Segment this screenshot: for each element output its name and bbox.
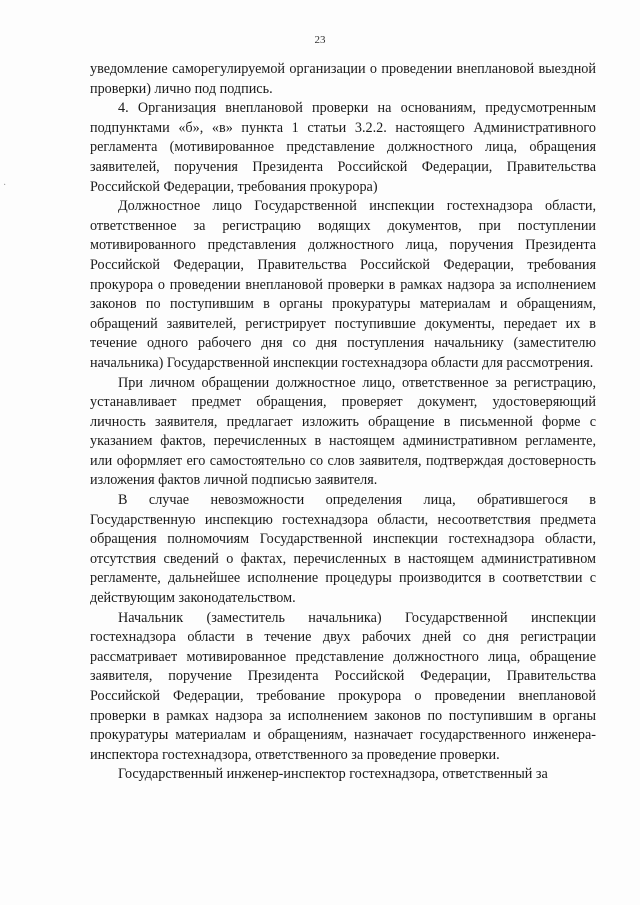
- document-body: [90, 60, 596, 785]
- page-number: 23: [314, 34, 326, 46]
- paragraph-impossibility: В случае невозможности определения лица, обратившегося в Государственную инспекцию гостехнадзора области, несоответствия предмета обращения полномочиям Государственной инспекции гостехнадзора области, отсутствия сведений о фактах, перечисленных в настоящем административном регламенте, дальнейшее исполнение процедуры производится в соответствии с действующим законодательством.: [90, 492, 596, 607]
- paragraph-inspector: Государственный инженер-инспектор гостехнадзора, ответственный за: [118, 766, 548, 783]
- paragraph-personal-appeal: При личном обращении должностное лицо, ответственное за регистрацию, устанавливает предмет обращения, проверяет документ, удостоверяющий личность заявителя, предлагает изложить обращение в письменной форме с указанием фактов, перечисленных в настоящем административном регламенте, или оформляет его самостоятельно со слов заявителя, подтверждая достоверность изложения фактов личной подписью заявителя.: [90, 374, 596, 489]
- paragraph-continuation: уведомление саморегулируемой организации о проведении внеплановой выездной проверки) лично под подпись.: [90, 61, 596, 97]
- paragraph-section-heading: 4. Организация внеплановой проверки на основаниям, предусмотренным подпунктами «б», «в» пункта 1 статьи 3.2.2. настоящего Административного регламента (мотивированное представление должностного лица, обращения заявителей, поручения Президента Российской Федерации, Правительства Российской Федерации, требования прокурора): [90, 100, 596, 195]
- paragraph-head-review: Начальник (заместитель начальника) Государственной инспекции гостехнадзора области в течение двух рабочих дней со дня регистрации рассматривает мотивированное представление должностного лица, обращение заявителя, поручение Президента Российской Федерации, Правительства Российской Федерации, требование прокурора о проведении внеплановой проверки в рамках надзора за исполнением законов по поступившим в органы прокуратуры материалам и обращениям, назначает государственного инженера-инспектора гостехнадзора, ответственного за проведение проверки.: [90, 609, 596, 763]
- paragraph-registration: Должностное лицо Государственной инспекции гостехнадзора области, ответственное за регистрацию водящих документов, при поступлении мотивированного представления должностного лица, поручения Президента Российской Федерации, Правительства Российской Федерации, требования прокурора о проведении внеплановой проверки в рамках надзора за исполнением законов по поступившим в органы прокуратуры материалам и обращениям, обращений заявителей, регистрирует поступившие документы, передает их в течение одного рабочего дня со дня поступления начальнику (заместителю начальника) Государственной инспекции гостехнадзора области для рассмотрения.: [90, 198, 596, 371]
- margin-mark: ·: [3, 180, 7, 191]
